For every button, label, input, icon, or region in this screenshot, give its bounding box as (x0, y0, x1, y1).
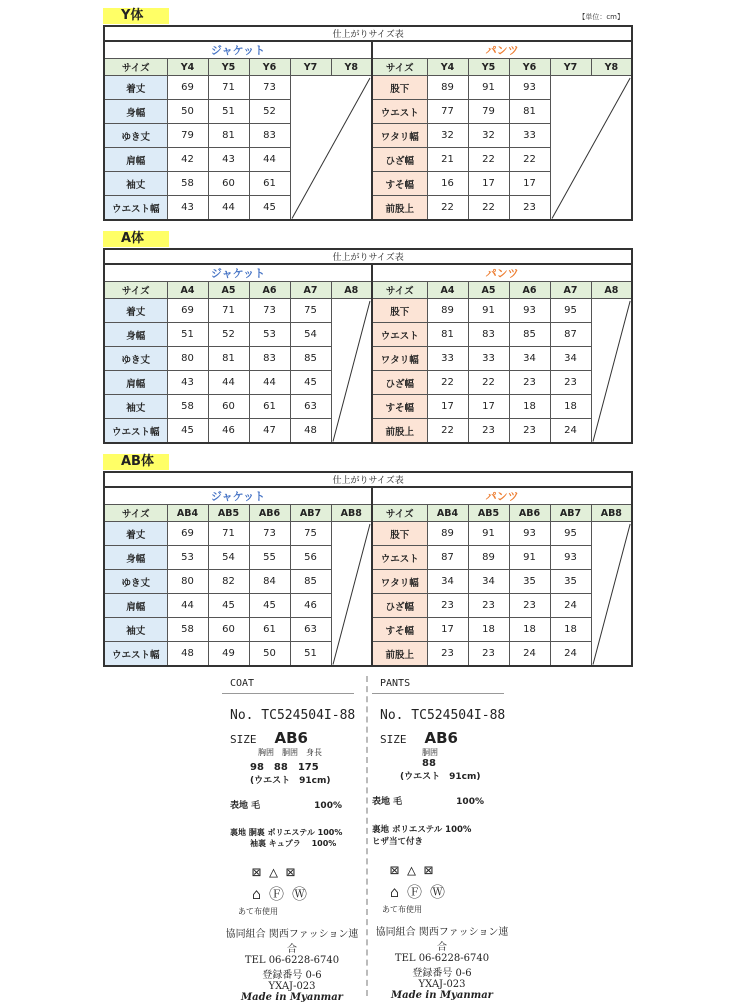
pants-measure-label: ワタリ幅 (372, 124, 427, 148)
pants-size-header: AB8 (591, 505, 632, 522)
pants-measure-label: ひざ幅 (372, 594, 427, 618)
pants-value: 22 (468, 371, 509, 395)
jacket-value: 55 (249, 546, 290, 570)
jacket-measure-label: 袖丈 (104, 618, 167, 642)
pants-value: 24 (550, 594, 591, 618)
jacket-measure-label: 肩幅 (104, 594, 167, 618)
pants-unavailable (591, 522, 632, 667)
jacket-measure-label: ウエスト幅 (104, 419, 167, 444)
jacket-measure-label: 袖丈 (104, 172, 167, 196)
jacket-measure-label: 袖丈 (104, 395, 167, 419)
pants-value: 33 (468, 347, 509, 371)
pants-product-no: No. TC524504I-88 (380, 708, 506, 723)
jacket-value: 42 (167, 148, 208, 172)
pants-value: 22 (468, 196, 509, 221)
coat-size: AB6 (274, 729, 308, 747)
coat-meas-values: 98 88 175 (250, 762, 319, 773)
size-header: サイズ (104, 505, 167, 522)
pants-value: 23 (550, 371, 591, 395)
coat-product-no: No. TC524504I-88 (230, 708, 356, 723)
jacket-value: 52 (208, 323, 249, 347)
coat-size-label: SIZE (230, 733, 257, 746)
pants-value: 23 (468, 594, 509, 618)
pants-tel: TEL 06-6228-6740 (394, 953, 490, 964)
pants-value: 22 (427, 371, 468, 395)
pants-value: 34 (468, 570, 509, 594)
pants-value: 91 (468, 522, 509, 546)
pants-value: 18 (550, 618, 591, 642)
jacket-heading: ジャケット (104, 487, 372, 505)
pants-size-header: A6 (509, 282, 550, 299)
pants-measure-label: すそ幅 (372, 618, 427, 642)
pants-value: 22 (427, 196, 468, 221)
coat-lining1: 胴裏 ポリエステル 100% (248, 828, 343, 837)
jacket-size-header: A8 (331, 282, 372, 299)
pants-value: 23 (427, 642, 468, 667)
table-row (104, 76, 632, 100)
pants-maker: 協同組合 関西ファッション連合 (375, 927, 509, 953)
pants-value: 95 (550, 522, 591, 546)
pants-shell-label: 表地 (372, 797, 391, 807)
jacket-value: 44 (249, 371, 290, 395)
section-title: Y体 (103, 8, 169, 24)
pants-value: 18 (550, 395, 591, 419)
coat-tel: TEL 06-6228-6740 (244, 955, 340, 966)
pants-value: 35 (550, 570, 591, 594)
coat-maker: 協同組合 関西ファッション連合 (225, 929, 359, 955)
jacket-heading: ジャケット (104, 264, 372, 282)
jacket-value: 81 (208, 347, 249, 371)
pants-unavailable (550, 76, 632, 221)
jacket-measure-label: 身幅 (104, 546, 167, 570)
jacket-value: 53 (249, 323, 290, 347)
jacket-value: 60 (208, 172, 249, 196)
label-divider (366, 676, 368, 996)
jacket-size-header: A6 (249, 282, 290, 299)
pants-size-header: Y6 (509, 59, 550, 76)
jacket-value: 45 (208, 594, 249, 618)
size-header: サイズ (372, 59, 427, 76)
pants-value: 17 (427, 618, 468, 642)
jacket-heading: ジャケット (104, 41, 372, 59)
pants-value: 18 (509, 618, 550, 642)
jacket-value: 61 (249, 618, 290, 642)
jacket-value: 83 (249, 347, 290, 371)
pants-value: 91 (509, 546, 550, 570)
jacket-unavailable (331, 522, 372, 667)
coat-shell-pct: 100% (314, 801, 342, 811)
pants-value: 77 (427, 100, 468, 124)
jacket-value: 46 (208, 419, 249, 444)
jacket-value: 69 (167, 76, 208, 100)
coat-code: YXAJ-023 (268, 981, 316, 992)
jacket-value: 73 (249, 76, 290, 100)
jacket-value: 80 (167, 570, 208, 594)
jacket-measure-label: 着丈 (104, 76, 167, 100)
jacket-value: 71 (208, 299, 249, 323)
pants-value: 89 (427, 76, 468, 100)
jacket-size-header: AB4 (167, 505, 208, 522)
pants-value: 17 (509, 172, 550, 196)
coat-lining-label: 裏地 (230, 828, 246, 837)
pants-value: 23 (509, 594, 550, 618)
pants-label-head: PANTS (380, 678, 411, 689)
pants-value: 32 (427, 124, 468, 148)
jacket-size-header: AB6 (249, 505, 290, 522)
pants-size-header: Y4 (427, 59, 468, 76)
coat-reg: 登録番号 0-6 (262, 970, 322, 981)
pants-value: 87 (427, 546, 468, 570)
coat-label (222, 676, 362, 1003)
pants-size-header: AB5 (468, 505, 509, 522)
pants-shell-pct: 100% (456, 797, 484, 807)
pants-value: 23 (468, 642, 509, 667)
pants-value: 93 (509, 76, 550, 100)
jacket-value: 43 (167, 196, 208, 221)
pants-size: AB6 (424, 729, 458, 747)
size-header: サイズ (104, 282, 167, 299)
jacket-value: 83 (249, 124, 290, 148)
jacket-value: 85 (290, 347, 331, 371)
pants-meas-values: 88 (422, 758, 436, 769)
pants-size-header: A5 (468, 282, 509, 299)
pants-code: YXAJ-023 (418, 979, 466, 990)
jacket-measure-label: ゆき丈 (104, 347, 167, 371)
pants-measure-label: すそ幅 (372, 395, 427, 419)
pants-value: 17 (468, 395, 509, 419)
jacket-value: 82 (208, 570, 249, 594)
pants-shell-material: 毛 (393, 797, 403, 807)
pants-value: 34 (427, 570, 468, 594)
size-table (103, 25, 633, 221)
pants-measure-label: 股下 (372, 299, 427, 323)
care-labels (222, 676, 512, 1003)
pants-value: 24 (509, 642, 550, 667)
pants-value: 23 (427, 594, 468, 618)
jacket-measure-label: ウエスト幅 (104, 642, 167, 667)
pants-origin: Made in Myanmar (391, 990, 493, 1001)
coat-shell-material: 毛 (251, 801, 261, 811)
jacket-size-header: Y8 (331, 59, 372, 76)
pants-value: 93 (509, 522, 550, 546)
jacket-value: 43 (208, 148, 249, 172)
pants-value: 16 (427, 172, 468, 196)
size-header: サイズ (372, 282, 427, 299)
pants-measure-label: 股下 (372, 76, 427, 100)
jacket-value: 53 (167, 546, 208, 570)
jacket-value: 69 (167, 299, 208, 323)
pants-value: 23 (509, 419, 550, 444)
jacket-value: 48 (290, 419, 331, 444)
jacket-measure-label: ウエスト幅 (104, 196, 167, 221)
jacket-value: 69 (167, 522, 208, 546)
pants-reg: 登録番号 0-6 (412, 968, 472, 979)
jacket-size-header: AB7 (290, 505, 331, 522)
jacket-value: 43 (167, 371, 208, 395)
jacket-value: 73 (249, 299, 290, 323)
table-caption: 仕上がりサイズ表 (104, 472, 632, 487)
pants-value: 18 (468, 618, 509, 642)
pants-size-header: AB7 (550, 505, 591, 522)
jacket-size-header: Y6 (249, 59, 290, 76)
jacket-measure-label: 着丈 (104, 522, 167, 546)
pants-value: 83 (468, 323, 509, 347)
pants-size-header: A8 (591, 282, 632, 299)
pants-value: 32 (468, 124, 509, 148)
pants-value: 91 (468, 299, 509, 323)
jacket-measure-label: 肩幅 (104, 148, 167, 172)
jacket-value: 71 (208, 76, 249, 100)
pants-lining-label: 裏地 (372, 825, 390, 835)
pants-value: 89 (468, 546, 509, 570)
jacket-value: 81 (208, 124, 249, 148)
jacket-value: 50 (167, 100, 208, 124)
jacket-unavailable (290, 76, 372, 221)
jacket-value: 47 (249, 419, 290, 444)
jacket-value: 45 (167, 419, 208, 444)
jacket-value: 46 (290, 594, 331, 618)
coat-care-icons-row1: ⊠△⊠ (252, 863, 304, 881)
jacket-value: 44 (208, 371, 249, 395)
jacket-value: 54 (208, 546, 249, 570)
jacket-value: 63 (290, 618, 331, 642)
pants-value: 81 (427, 323, 468, 347)
pants-measure-label: 前股上 (372, 419, 427, 444)
jacket-size-header: A5 (208, 282, 249, 299)
pants-size-header: Y8 (591, 59, 632, 76)
coat-waist: (ウエスト 91cm) (250, 776, 331, 786)
pants-value: 89 (427, 299, 468, 323)
pants-value: 93 (550, 546, 591, 570)
jacket-value: 58 (167, 395, 208, 419)
jacket-value: 79 (167, 124, 208, 148)
jacket-value: 44 (167, 594, 208, 618)
jacket-size-header: Y5 (208, 59, 249, 76)
pants-heading: パンツ (372, 41, 632, 59)
pants-cloth-note: あて布使用 (382, 905, 422, 914)
pants-size-label: SIZE (380, 733, 407, 746)
pants-size-header: AB4 (427, 505, 468, 522)
pants-value: 22 (509, 148, 550, 172)
jacket-value: 45 (249, 594, 290, 618)
jacket-size-header: AB5 (208, 505, 249, 522)
coat-care-icons-row2: ⌂ⒻⓌ (252, 885, 316, 903)
section-title: AB体 (103, 454, 169, 470)
pants-value: 22 (468, 148, 509, 172)
coat-cloth-note: あて布使用 (238, 907, 278, 916)
pants-value: 95 (550, 299, 591, 323)
pants-measure-label: ワタリ幅 (372, 347, 427, 371)
pants-value: 91 (468, 76, 509, 100)
pants-value: 35 (509, 570, 550, 594)
jacket-value: 84 (249, 570, 290, 594)
jacket-value: 75 (290, 299, 331, 323)
jacket-measure-label: 着丈 (104, 299, 167, 323)
pants-heading: パンツ (372, 487, 632, 505)
pants-value: 17 (468, 172, 509, 196)
pants-value: 18 (509, 395, 550, 419)
pants-value: 34 (550, 347, 591, 371)
pants-size-header: AB6 (509, 505, 550, 522)
jacket-value: 44 (208, 196, 249, 221)
pants-measure-label: ひざ幅 (372, 371, 427, 395)
jacket-value: 50 (249, 642, 290, 667)
pants-value: 79 (468, 100, 509, 124)
pants-unavailable (591, 299, 632, 444)
jacket-value: 75 (290, 522, 331, 546)
jacket-value: 61 (249, 172, 290, 196)
pants-meas-labels: 胴囲 (422, 748, 438, 757)
table-caption: 仕上がりサイズ表 (104, 26, 632, 41)
pants-value: 85 (509, 323, 550, 347)
jacket-value: 85 (290, 570, 331, 594)
coat-label-head: COAT (230, 678, 255, 689)
jacket-value: 54 (290, 323, 331, 347)
pants-value: 93 (509, 299, 550, 323)
pants-care-icons-row1: ⊠△⊠ (390, 861, 442, 879)
pants-size-header: A4 (427, 282, 468, 299)
jacket-size-header: A7 (290, 282, 331, 299)
jacket-value: 58 (167, 172, 208, 196)
pants-measure-label: 前股上 (372, 642, 427, 667)
pants-value: 22 (427, 419, 468, 444)
pants-measure-label: ワタリ幅 (372, 570, 427, 594)
pants-value: 17 (427, 395, 468, 419)
jacket-value: 51 (167, 323, 208, 347)
pants-value: 23 (509, 196, 550, 221)
pants-value: 24 (550, 419, 591, 444)
table-row (104, 299, 632, 323)
jacket-value: 44 (249, 148, 290, 172)
size-table (103, 248, 633, 444)
jacket-size-header: A4 (167, 282, 208, 299)
jacket-size-header: Y7 (290, 59, 331, 76)
jacket-value: 60 (208, 395, 249, 419)
coat-meas-labels: 胸囲 胴囲 身長 (258, 748, 322, 757)
jacket-measure-label: 身幅 (104, 323, 167, 347)
pants-value: 33 (509, 124, 550, 148)
pants-size-header: Y7 (550, 59, 591, 76)
pants-value: 23 (509, 371, 550, 395)
size-header: サイズ (372, 505, 427, 522)
jacket-size-header: AB8 (331, 505, 372, 522)
jacket-value: 51 (208, 100, 249, 124)
pants-lining1: ポリエステル 100% (391, 825, 472, 835)
jacket-value: 80 (167, 347, 208, 371)
jacket-measure-label: 身幅 (104, 100, 167, 124)
pants-size-header: A7 (550, 282, 591, 299)
jacket-measure-label: ゆき丈 (104, 570, 167, 594)
coat-shell-label: 表地 (230, 801, 249, 811)
pants-measure-label: 股下 (372, 522, 427, 546)
jacket-value: 52 (249, 100, 290, 124)
jacket-value: 45 (290, 371, 331, 395)
pants-care-icons-row2: ⌂ⒻⓌ (390, 883, 454, 901)
pants-measure-label: ひざ幅 (372, 148, 427, 172)
pants-value: 89 (427, 522, 468, 546)
pants-measure-label: ウエスト (372, 323, 427, 347)
pants-measure-label: ウエスト (372, 100, 427, 124)
pants-value: 23 (468, 419, 509, 444)
pants-value: 24 (550, 642, 591, 667)
jacket-unavailable (331, 299, 372, 444)
pants-value: 21 (427, 148, 468, 172)
pants-value: 81 (509, 100, 550, 124)
size-header: サイズ (104, 59, 167, 76)
jacket-value: 61 (249, 395, 290, 419)
coat-origin: Made in Myanmar (241, 992, 343, 1003)
size-table (103, 471, 633, 667)
pants-measure-label: ウエスト (372, 546, 427, 570)
jacket-value: 71 (208, 522, 249, 546)
jacket-value: 56 (290, 546, 331, 570)
section-title: A体 (103, 231, 169, 247)
jacket-value: 51 (290, 642, 331, 667)
jacket-value: 49 (208, 642, 249, 667)
jacket-measure-label: 肩幅 (104, 371, 167, 395)
pants-size-header: Y5 (468, 59, 509, 76)
jacket-value: 48 (167, 642, 208, 667)
jacket-measure-label: ゆき丈 (104, 124, 167, 148)
table-row (104, 522, 632, 546)
pants-measure-label: 前股上 (372, 196, 427, 221)
jacket-value: 63 (290, 395, 331, 419)
jacket-value: 58 (167, 618, 208, 642)
pants-lining2: ヒザ当て付き (372, 837, 424, 847)
unit-note: 【単位：cm】 (578, 13, 624, 21)
pants-measure-label: すそ幅 (372, 172, 427, 196)
pants-label (372, 676, 512, 1001)
pants-value: 33 (427, 347, 468, 371)
pants-value: 87 (550, 323, 591, 347)
jacket-value: 73 (249, 522, 290, 546)
pants-heading: パンツ (372, 264, 632, 282)
jacket-value: 45 (249, 196, 290, 221)
jacket-size-header: Y4 (167, 59, 208, 76)
table-caption: 仕上がりサイズ表 (104, 249, 632, 264)
pants-value: 34 (509, 347, 550, 371)
pants-waist: (ウエスト 91cm) (400, 772, 481, 782)
coat-lining2: 袖裏 キュプラ 100% (250, 839, 337, 848)
jacket-value: 60 (208, 618, 249, 642)
